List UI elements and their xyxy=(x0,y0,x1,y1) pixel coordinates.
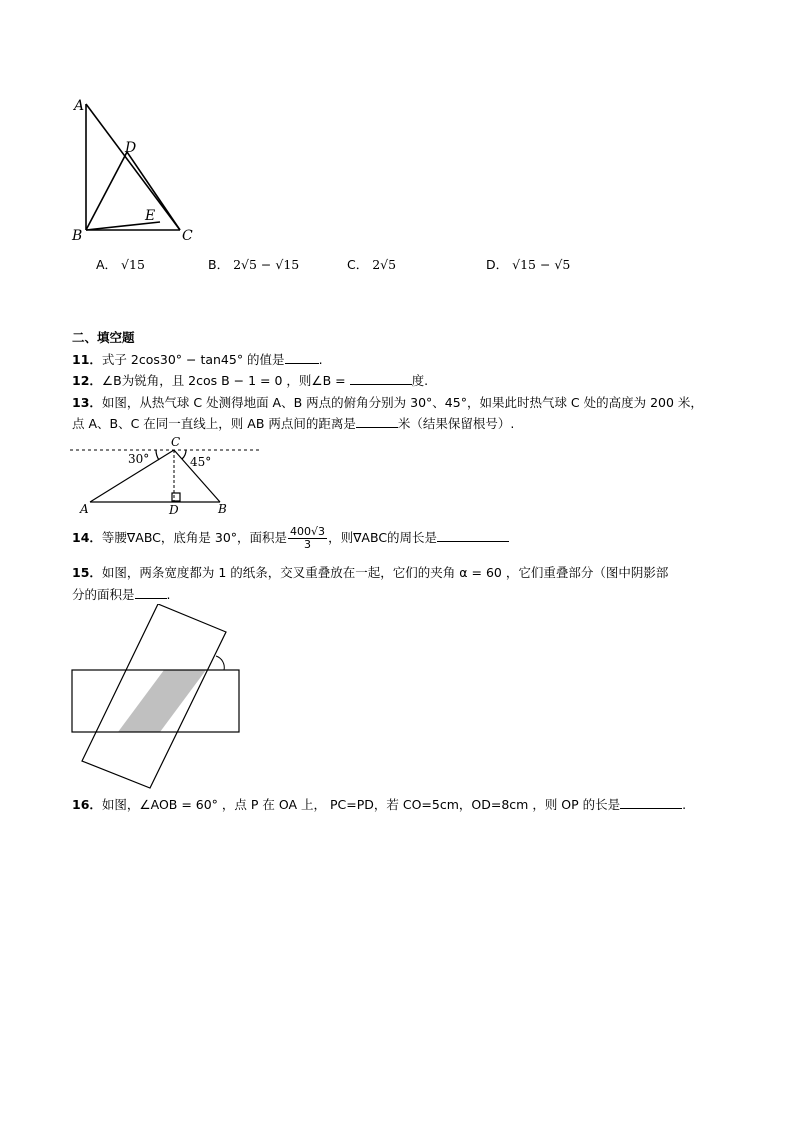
question-text: 如图，两条宽度都为 1 的纸条，交叉重叠放在一起，它们的夹角 α = 60 ，它们重叠部分（图中阴影部 xyxy=(101,565,669,580)
label-c: C xyxy=(171,435,181,449)
label-b: B xyxy=(72,228,83,244)
label-a: A xyxy=(74,98,85,114)
option-d xyxy=(486,257,570,273)
option-b xyxy=(208,257,299,273)
question-number: 16． xyxy=(72,797,102,812)
question-number: 12． xyxy=(72,373,102,388)
question-text-mid: ，则∇ABC的周长是 xyxy=(328,530,438,545)
answer-blank[interactable] xyxy=(437,530,509,542)
question-text: 分的面积是 xyxy=(72,587,135,602)
option-a xyxy=(96,257,145,273)
option-expr: √15 − √5 xyxy=(512,257,571,272)
label-a: A xyxy=(80,502,89,516)
question-number: 13． xyxy=(72,395,102,410)
question-text-end: . xyxy=(318,352,323,367)
label-d: D xyxy=(125,140,137,156)
question-text: 如图，∠AOB = 60° ，点 P 在 OA 上， PC=PD，若 CO=5cm，OD=8cm ，则 OP 的长是 xyxy=(101,797,621,812)
fraction-denominator: 3 xyxy=(304,538,312,551)
option-expr: 2√5 xyxy=(372,257,397,272)
question-11 xyxy=(72,352,323,368)
triangle-figure-abcde xyxy=(68,94,208,244)
question-number: 14． xyxy=(72,530,102,545)
option-expr: 2√5 − √15 xyxy=(233,257,300,272)
option-letter: B． xyxy=(208,257,230,272)
overlapping-strips-figure xyxy=(68,604,248,792)
angle-45: 45° xyxy=(190,455,212,469)
answer-blank[interactable] xyxy=(350,373,412,385)
question-15-line-2 xyxy=(72,587,171,603)
area-fraction xyxy=(288,526,327,551)
question-text: 点 A、B、C 在同一直线上，则 AB 两点间的距离是 xyxy=(72,416,356,431)
option-expr: √15 xyxy=(121,257,145,272)
option-letter: C． xyxy=(347,257,369,272)
question-number: 15． xyxy=(72,565,102,580)
fraction-numerator: 400√3 xyxy=(290,525,326,538)
question-number: 11． xyxy=(72,352,102,367)
balloon-figure xyxy=(70,434,270,516)
question-text-end: 度. xyxy=(411,373,429,388)
answer-blank[interactable] xyxy=(285,352,319,364)
answer-blank[interactable] xyxy=(135,587,167,599)
label-d: D xyxy=(169,503,179,516)
option-letter: D． xyxy=(486,257,509,272)
question-13 xyxy=(72,395,703,411)
question-text-end: . xyxy=(166,587,171,602)
answer-blank[interactable] xyxy=(356,416,398,428)
question-13-line-2 xyxy=(72,416,514,432)
label-e: E xyxy=(145,208,156,224)
label-c: C xyxy=(182,228,193,244)
question-16 xyxy=(72,797,686,813)
option-letter: A． xyxy=(96,257,118,272)
question-15 xyxy=(72,565,668,581)
question-text: 式子 2cos30° − tan45° 的值是 xyxy=(101,352,285,367)
answer-blank[interactable] xyxy=(620,797,682,809)
question-12 xyxy=(72,373,428,389)
option-c xyxy=(347,257,396,273)
question-text-end: 米（结果保留根号）. xyxy=(397,416,515,431)
question-text: 如图，从热气球 C 处测得地面 A、B 两点的俯角分别为 30°、45°，如果此时热气球 C 处的高度为 200 米， xyxy=(101,395,703,410)
question-text-end: . xyxy=(682,797,687,812)
section-title: 二、填空题 xyxy=(72,330,135,345)
angle-30: 30° xyxy=(128,452,150,466)
question-text: 等腰∇ABC，底角是 30°，面积是 xyxy=(101,530,288,545)
question-14 xyxy=(72,526,509,551)
question-text: ∠B为锐角，且 2cos B − 1 = 0 ，则∠B = xyxy=(101,373,350,388)
label-b: B xyxy=(218,502,227,516)
